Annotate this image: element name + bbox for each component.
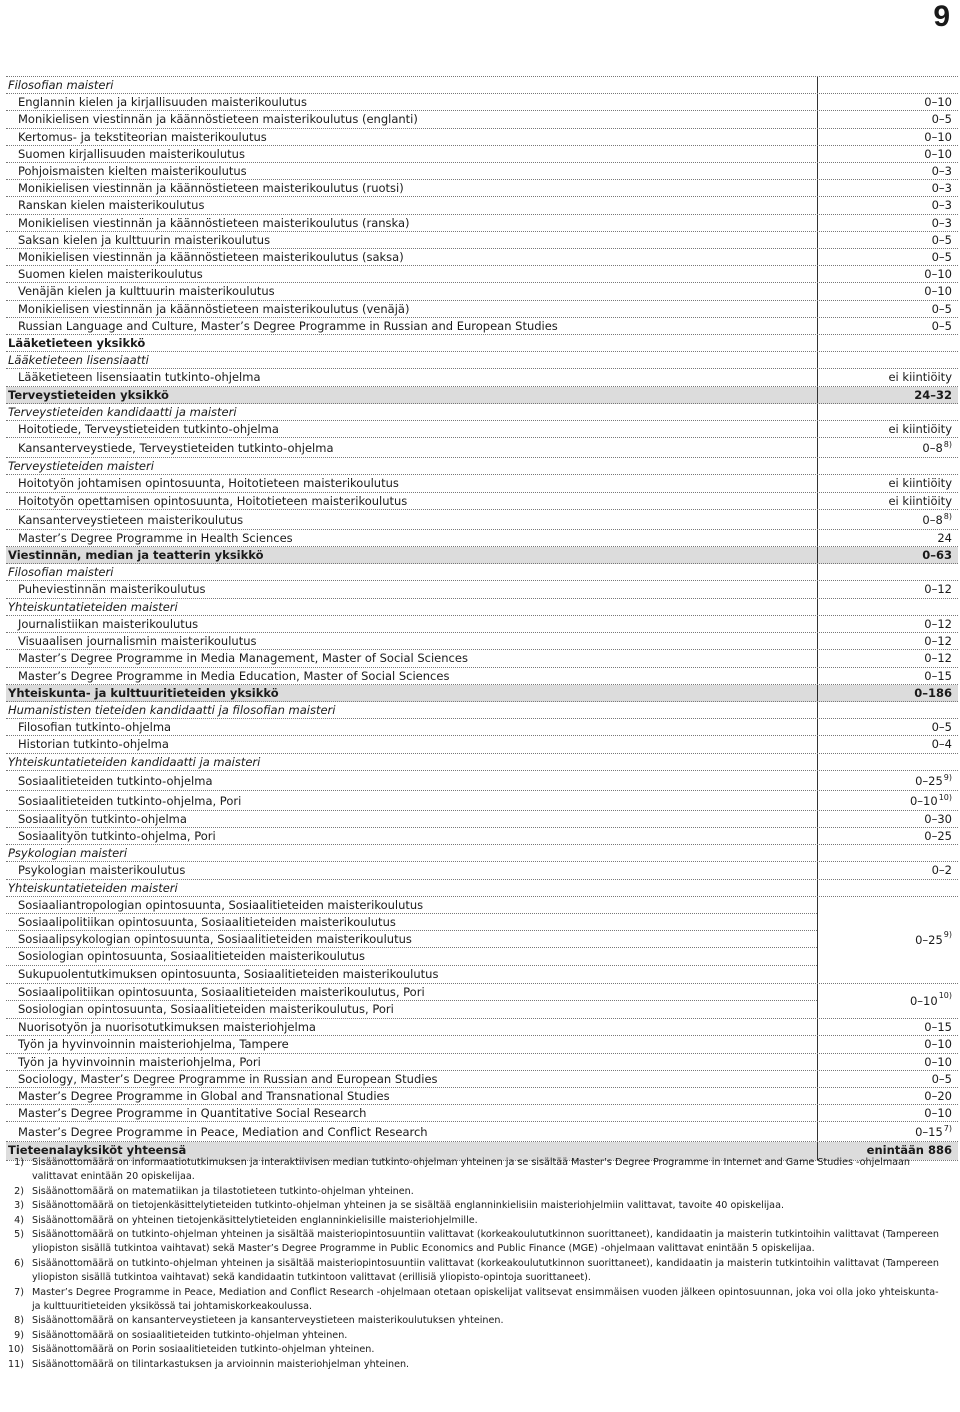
- programme-names: [6, 984, 818, 1018]
- quota-text: 0–25: [915, 773, 943, 788]
- quota-value: [818, 215, 958, 231]
- footnote-text: Sisäänottomäärä on tietojenkäsittelytieteiden tutkinto-ohjelman yhteinen ja se sisältää englanninkielisiin maisteriohjelmiin valittavat, tavoite 40 opiskelijaa.: [32, 1200, 784, 1212]
- programme-name: Monikielisen viestinnän ja käännöstieteen maisterikoulutus (venäjä): [6, 301, 818, 317]
- quota-text: 0–15: [924, 668, 952, 683]
- quota-value: [818, 880, 958, 896]
- footnote: [6, 1257, 950, 1286]
- quota-value: [818, 232, 958, 248]
- table-row: [6, 266, 958, 283]
- quota-text: 0–2: [931, 863, 952, 878]
- quota-value: [818, 1105, 958, 1121]
- quota-text: 0–12: [924, 616, 952, 631]
- footnote: [6, 1286, 950, 1315]
- programme-name: Viestinnän, median ja teatterin yksikkö: [6, 547, 818, 563]
- programme-name: Kansanterveystiede, Terveystieteiden tutkinto-ohjelma: [6, 438, 818, 457]
- programme-name: Englannin kielen ja kirjallisuuden maisterikoulutus: [6, 94, 818, 110]
- unit-heading-row: [6, 335, 958, 352]
- programme-name: Pohjoismaisten kielten maisterikoulutus: [6, 163, 818, 179]
- programme-name: Puheviestinnän maisterikoulutus: [6, 581, 818, 597]
- programme-name: Sosiaalitieteiden tutkinto-ohjelma, Pori: [6, 791, 818, 810]
- quota-value: [818, 616, 958, 632]
- programme-name: Yhteiskuntatieteiden maisteri: [6, 599, 818, 615]
- table-row: [6, 163, 958, 180]
- programme-name: Sukupuolentutkimuksen opintosuunta, Sosiaalitieteiden maisterikoulutus: [18, 966, 439, 981]
- footnote-number: 5): [14, 1229, 24, 1241]
- table-row: [6, 283, 958, 300]
- quota-value: [818, 547, 958, 563]
- footnote-text: Sisäänottomäärä on tutkinto-ohjelman yhteinen ja sisältää maisteriopintosuuntiin valittavat (korkeakoulututkinnon suorittaneet), kandidaatin ja maisterin tutkintoihin valittavat (Tampereen yliopiston sisällä tutkintoa vaihtavat) sekä kandidaatin tutkintoon valittavat (erillisiä yliopisto-opintoja suorittaneet).: [32, 1257, 939, 1284]
- programme-name: Nuorisotyön ja nuorisotutkimuksen maisteriohjelma: [6, 1019, 818, 1035]
- quota-value: [818, 146, 958, 162]
- quota-text: 0–12: [924, 634, 952, 649]
- programme-name: Sosiaaliantropologian opintosuunta, Sosiaalitieteiden maisterikoulutus: [6, 897, 817, 914]
- quota-value: [818, 352, 958, 368]
- quota-text: 0–20: [924, 1088, 952, 1103]
- table-row: [6, 510, 958, 530]
- quota-value: [818, 283, 958, 299]
- quota-value: [818, 129, 958, 145]
- footnote-text: Master’s Degree Programme in Peace, Mediation and Conflict Research -ohjelmaan otetaan opiskelijat valitsevat ensimmäisen vuoden jälkeen opintosuunnan, joka voi olla joko yhteiskunta- ja kulttuuritieteiden yksikössä tai johtamiskorkeakoulussa.: [32, 1286, 939, 1313]
- footnote: [6, 1314, 950, 1328]
- degree-heading-row: [6, 702, 958, 719]
- quota-value: [818, 702, 958, 718]
- footnote-ref: 8): [943, 511, 952, 521]
- programme-name: Visuaalisen journalismin maisterikoulutus: [6, 633, 818, 649]
- footnote-number: 1): [14, 1157, 24, 1168]
- table-row: [6, 197, 958, 214]
- footnote-text: Sisäänottomäärä on Porin sosiaalitieteiden tutkinto-ohjelman yhteinen.: [32, 1344, 375, 1356]
- table-row: [6, 301, 958, 318]
- programme-name: Russian Language and Culture, Master’s Degree Programme in Russian and European Studies: [6, 318, 818, 334]
- footnote-number: 8): [14, 1315, 24, 1327]
- footnote-number: 7): [14, 1286, 24, 1298]
- quota-text: 0–10: [924, 1054, 952, 1069]
- table-row-group: [6, 897, 958, 984]
- programme-name: Filosofian maisteri: [6, 77, 818, 93]
- table-row: [6, 94, 958, 111]
- quota-text: ei kiintiöity: [888, 493, 952, 508]
- programme-name: Työn ja hyvinvoinnin maisteriohjelma, Tampere: [6, 1036, 818, 1052]
- table-row: [6, 828, 958, 845]
- table-row: [6, 616, 958, 633]
- footnote-ref: 10): [938, 991, 952, 1001]
- quota-text: 0–12: [924, 651, 952, 666]
- footnote: [6, 1358, 950, 1372]
- table-row: [6, 180, 958, 197]
- footnote-ref: 9): [943, 772, 952, 782]
- footnote-text: Sisäänottomäärä on tutkinto-ohjelman yhteinen ja sisältää maisteriopintosuuntiin valittavat (korkeakoulututkinnon suorittaneet), kandidaatin ja maisterin tutkintoihin valittavat (Tampereen yliopiston sisällä tutkintoa vaihtavat) sekä Master’s Degree Programme in Public Economics and Public Finance (MGE) -ohjelmaan valittavat enintään 5 opiskelijaa.: [32, 1229, 939, 1255]
- degree-heading-row: [6, 77, 958, 94]
- programme-name: Master’s Degree Programme in Media Education, Master of Social Sciences: [6, 668, 818, 684]
- quota-text: 0–10: [909, 993, 938, 1008]
- quota-text: 0–5: [931, 250, 952, 265]
- quota-value: [818, 180, 958, 196]
- programme-name: Hoitotyön johtamisen opintosuunta, Hoitotieteen maisterikoulutus: [6, 475, 818, 491]
- quota-text: enintään 886: [866, 1143, 952, 1158]
- footnote-ref: 10): [938, 792, 952, 802]
- footnote: [6, 1185, 950, 1199]
- programme-name: Terveystieteiden maisteri: [6, 458, 818, 474]
- footnote-number: 2): [14, 1185, 24, 1197]
- quota-value: [818, 791, 958, 810]
- programme-name: Monikielisen viestinnän ja käännöstieteen maisterikoulutus (ruotsi): [6, 180, 818, 196]
- programme-name: Terveystieteiden yksikkö: [6, 387, 818, 403]
- quota-text: 0–3: [931, 198, 952, 213]
- quota-text: 0–25: [924, 828, 952, 843]
- programme-name: Yhteiskuntatieteiden kandidaatti ja maisteri: [6, 754, 818, 770]
- footnote-number: 3): [14, 1200, 24, 1212]
- programme-names: [6, 897, 818, 983]
- table-row: [6, 129, 958, 146]
- degree-heading-row: [6, 352, 958, 369]
- quota-text: 0–63: [922, 548, 952, 563]
- footnote: [6, 1228, 950, 1257]
- programme-name: Suomen kirjallisuuden maisterikoulutus: [6, 146, 818, 162]
- table-row: [6, 530, 958, 547]
- quota-value: [818, 421, 958, 437]
- quota-text: 0–12: [924, 582, 952, 597]
- quota-text: 0–5: [931, 720, 952, 735]
- table-row: [6, 581, 958, 598]
- programme-name: Sosiaalityön tutkinto-ohjelma, Pori: [6, 828, 818, 844]
- quota-value: [818, 1036, 958, 1052]
- quota-value: [818, 581, 958, 597]
- programme-name: Psykologian maisteri: [6, 845, 818, 861]
- quota-value: [818, 510, 958, 529]
- quota-text: 0–3: [931, 181, 952, 196]
- quota-value: [818, 404, 958, 420]
- table-row: [6, 1036, 958, 1053]
- quota-value: [818, 633, 958, 649]
- footnote-text: Sisäänottomäärä on informaatiotutkimuksen ja interaktiivisen median tutkinto-ohjelman yhteinen ja se sisältää Master’s Degree Programme in Internet and Game Studies -ohjelmaan valittavat enintään 20 opiskelijaa.: [32, 1157, 911, 1183]
- quota-value: [818, 862, 958, 878]
- table-row: [6, 475, 958, 492]
- table-row: [6, 633, 958, 650]
- programme-name: Hoitotyön opettamisen opintosuunta, Hoitotieteen maisterikoulutus: [6, 493, 818, 509]
- programme-name: Monikielisen viestinnän ja käännöstieteen maisterikoulutus (ranska): [6, 215, 818, 231]
- programme-name: Kansanterveystieteen maisterikoulutus: [6, 510, 818, 529]
- table-row: [6, 111, 958, 128]
- programme-name: Historian tutkinto-ohjelma: [6, 736, 818, 752]
- quota-text: 0–10: [924, 95, 952, 110]
- quota-text: 0–10: [924, 284, 952, 299]
- programme-name: Yhteiskunta- ja kulttuuritieteiden yksikkö: [6, 685, 818, 701]
- programme-name: Filosofian maisteri: [6, 564, 818, 580]
- programme-name: Monikielisen viestinnän ja käännöstieteen maisterikoulutus (saksa): [6, 249, 818, 265]
- table-row: [6, 1105, 958, 1122]
- programme-name: Master’s Degree Programme in Quantitative Social Research: [6, 1105, 818, 1121]
- degree-heading-row: [6, 404, 958, 421]
- quota-value: [818, 754, 958, 770]
- programme-name: Sosiaalipolitiikan opintosuunta, Sosiaalitieteiden maisterikoulutus, Pori: [6, 984, 817, 1001]
- quota-text: 24–32: [914, 387, 952, 402]
- quota-value: [818, 845, 958, 861]
- quota-text: 0–5: [931, 318, 952, 333]
- table-row: [6, 791, 958, 811]
- table-row: [6, 1071, 958, 1088]
- footnote: [6, 1343, 950, 1357]
- quota-value: [818, 564, 958, 580]
- programme-name: Terveystieteiden kandidaatti ja maisteri: [6, 404, 818, 420]
- quota-text: 0–25: [915, 932, 943, 947]
- quota-value: [818, 811, 958, 827]
- quota-text: 0–10: [924, 129, 952, 144]
- table-row: [6, 736, 958, 753]
- table-row: [6, 249, 958, 266]
- footnote: [6, 1156, 950, 1185]
- admissions-table: [6, 76, 958, 1161]
- quota-text: 0–8: [922, 512, 943, 527]
- footnote-ref: 9): [943, 930, 952, 940]
- footnote: [6, 1329, 950, 1343]
- table-row: [6, 811, 958, 828]
- quota-value: [818, 1088, 958, 1104]
- programme-name: Suomen kielen maisterikoulutus: [6, 266, 818, 282]
- quota-value: [818, 458, 958, 474]
- degree-heading-row: [6, 564, 958, 581]
- programme-name: Sosiaalipsykologian opintosuunta, Sosiaalitieteiden maisterikoulutus: [6, 931, 817, 948]
- table-row: [6, 1054, 958, 1071]
- quota-value: [818, 438, 958, 457]
- table-row: [6, 1122, 958, 1142]
- footnote-number: 9): [14, 1329, 24, 1341]
- programme-name: Venäjän kielen ja kulttuurin maisterikoulutus: [6, 283, 818, 299]
- footnote: [6, 1214, 950, 1228]
- quota-text: 0–4: [931, 737, 952, 752]
- quota-text: 0–8: [922, 441, 943, 456]
- table-row: [6, 369, 958, 386]
- programme-name: Sosiologian opintosuunta, Sosiaalitieteiden maisterikoulutus: [6, 948, 817, 965]
- quota-value: [818, 266, 958, 282]
- quota-value: [818, 197, 958, 213]
- footnote-text: Sisäänottomäärä on tilintarkastuksen ja arvioinnin maisteriohjelman yhteinen.: [32, 1358, 410, 1370]
- programme-name: Saksan kielen ja kulttuurin maisterikoulutus: [6, 232, 818, 248]
- programme-name: Työn ja hyvinvoinnin maisteriohjelma, Pori: [6, 1054, 818, 1070]
- degree-heading-row: [6, 880, 958, 897]
- table-row: [6, 1088, 958, 1105]
- programme-name: Sosiologian opintosuunta, Sosiaalitieteiden maisterikoulutus, Pori: [18, 1001, 394, 1016]
- programme-name: Lääketieteen lisensiaatin tutkinto-ohjelma: [6, 369, 818, 385]
- quota-value: [818, 828, 958, 844]
- quota-text: 24: [937, 530, 952, 545]
- programme-name: Sosiaalitieteiden tutkinto-ohjelma: [6, 771, 818, 790]
- quota-value: [818, 1122, 958, 1141]
- quota-value: [818, 335, 958, 351]
- programme-name: Sosiaalityön tutkinto-ohjelma: [6, 811, 818, 827]
- table-row: [6, 146, 958, 163]
- programme-name: Psykologian maisterikoulutus: [6, 862, 818, 878]
- quota-text: 0–10: [924, 1037, 952, 1052]
- quota-text: 0–10: [924, 146, 952, 161]
- programme-name: Filosofian tutkinto-ohjelma: [6, 719, 818, 735]
- quota-value: [818, 897, 958, 983]
- degree-heading-row: [6, 845, 958, 862]
- quota-text: 0–186: [914, 685, 952, 700]
- programme-name: Lääketieteen yksikkö: [6, 335, 818, 351]
- footnote-text: Sisäänottomäärä on matematiikan ja tilastotieteen tutkinto-ohjelman yhteinen.: [32, 1185, 414, 1197]
- quota-text: ei kiintiöity: [888, 476, 952, 491]
- quota-value: [818, 387, 958, 403]
- programme-name: Master’s Degree Programme in Peace, Mediation and Conflict Research: [6, 1122, 818, 1141]
- footnote-ref: 7): [943, 1124, 952, 1134]
- degree-heading-row: [6, 754, 958, 771]
- quota-value: [818, 599, 958, 615]
- quota-text: 0–15: [924, 1020, 952, 1035]
- quota-value: [818, 719, 958, 735]
- quota-value: [818, 301, 958, 317]
- quota-value: [818, 493, 958, 509]
- unit-row: [6, 547, 958, 564]
- programme-name: Tieteenalayksiköt yhteensä: [6, 1142, 818, 1159]
- quota-value: [818, 318, 958, 334]
- quota-text: 0–10: [924, 267, 952, 282]
- quota-value: [818, 984, 958, 1018]
- programme-name: Journalistiikan maisterikoulutus: [6, 616, 818, 632]
- quota-value: [818, 530, 958, 546]
- quota-value: [818, 111, 958, 127]
- unit-row: [6, 685, 958, 702]
- quota-value: [818, 249, 958, 265]
- footnote: [6, 1199, 950, 1213]
- footnote-number: 11): [8, 1358, 24, 1370]
- unit-row: [6, 387, 958, 404]
- table-row: [6, 668, 958, 685]
- quota-text: 0–15: [915, 1125, 943, 1140]
- table-row: [6, 232, 958, 249]
- table-row: [6, 421, 958, 438]
- programme-name: Kertomus- ja tekstiteorian maisterikoulutus: [6, 129, 818, 145]
- quota-text: 0–3: [931, 215, 952, 230]
- programme-name: Sociology, Master’s Degree Programme in Russian and European Studies: [6, 1071, 818, 1087]
- quota-text: 0–5: [931, 301, 952, 316]
- footnote-number: 4): [14, 1214, 24, 1226]
- table-row: [6, 493, 958, 510]
- programme-name: Master’s Degree Programme in Media Management, Master of Social Sciences: [6, 650, 818, 666]
- quota-value: [818, 1019, 958, 1035]
- table-row-group: [6, 984, 958, 1019]
- programme-name: Monikielisen viestinnän ja käännöstieteen maisterikoulutus (englanti): [6, 111, 818, 127]
- table-row: [6, 719, 958, 736]
- quota-value: [818, 685, 958, 701]
- quota-value: [818, 77, 958, 93]
- quota-value: [818, 369, 958, 385]
- quota-value: [818, 94, 958, 110]
- programme-name: Sosiaalipolitiikan opintosuunta, Sosiaalitieteiden maisterikoulutus: [6, 914, 817, 931]
- footnote-text: Sisäänottomäärä on sosiaalitieteiden tutkinto-ohjelman yhteinen.: [32, 1329, 348, 1341]
- programme-name: Humanististen tieteiden kandidaatti ja filosofian maisteri: [6, 702, 818, 718]
- quota-text: 0–3: [931, 164, 952, 179]
- quota-text: 0–30: [924, 811, 952, 826]
- quota-text: 0–5: [931, 112, 952, 127]
- quota-text: 0–10: [909, 793, 938, 808]
- programme-name: Yhteiskuntatieteiden maisteri: [6, 880, 818, 896]
- quota-text: ei kiintiöity: [888, 370, 952, 385]
- degree-heading-row: [6, 458, 958, 475]
- degree-heading-row: [6, 599, 958, 616]
- programme-name: Master’s Degree Programme in Health Sciences: [6, 530, 818, 546]
- quota-value: [818, 668, 958, 684]
- programme-name: Lääketieteen lisensiaatti: [6, 352, 818, 368]
- quota-value: [818, 1071, 958, 1087]
- table-row: [6, 650, 958, 667]
- quota-value: [818, 163, 958, 179]
- footnote-text: Sisäänottomäärä on yhteinen tietojenkäsittelytieteiden englanninkielisille maisteriohjelmille.: [32, 1214, 478, 1226]
- quota-value: [818, 650, 958, 666]
- quota-value: [818, 736, 958, 752]
- quota-value: [818, 475, 958, 491]
- table-row: [6, 215, 958, 232]
- programme-name: Hoitotiede, Terveystieteiden tutkinto-ohjelma: [6, 421, 818, 437]
- quota-value: [818, 1054, 958, 1070]
- table-row: [6, 438, 958, 458]
- footnotes: [6, 1156, 950, 1372]
- quota-text: ei kiintiöity: [888, 422, 952, 437]
- footnote-ref: 8): [943, 440, 952, 450]
- footnote-number: 10): [8, 1344, 24, 1356]
- quota-text: 0–5: [931, 232, 952, 247]
- programme-name: Master’s Degree Programme in Global and Transnational Studies: [6, 1088, 818, 1104]
- page-number: 9: [933, 0, 950, 33]
- quota-text: 0–5: [931, 1071, 952, 1086]
- programme-name: Ranskan kielen maisterikoulutus: [6, 197, 818, 213]
- quota-value: [818, 771, 958, 790]
- footnote-number: 6): [14, 1257, 24, 1269]
- quota-text: 0–10: [924, 1106, 952, 1121]
- footnote-text: Sisäänottomäärä on kansanterveystieteen ja kansanterveystieteen maisterikoulutuksen yhteinen.: [32, 1315, 504, 1327]
- table-row: [6, 771, 958, 791]
- table-row: [6, 318, 958, 335]
- table-row: [6, 1019, 958, 1036]
- table-row: [6, 862, 958, 879]
